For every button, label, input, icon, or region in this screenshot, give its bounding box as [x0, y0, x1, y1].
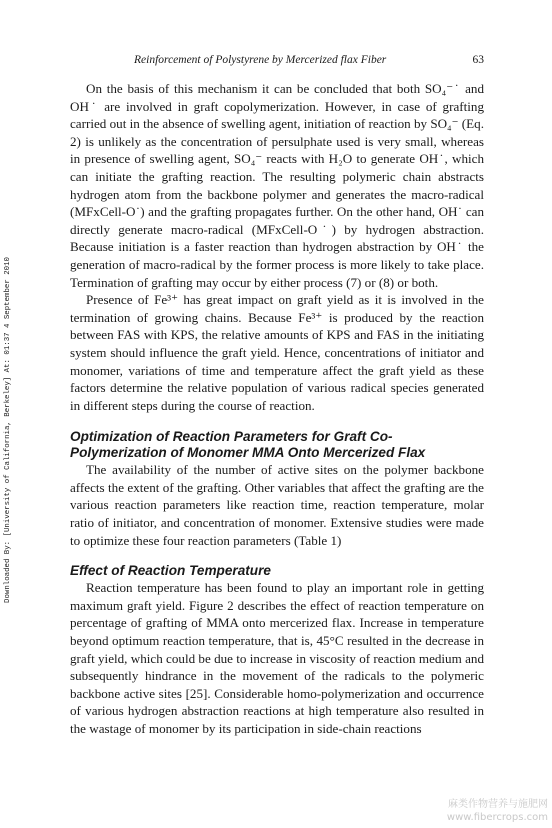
download-notice-text: Downloaded By: [University of California, Berkeley] At: 01:37 4 September 2010	[4, 257, 12, 603]
paragraph-active-sites: The availability of the number of active sites on the polymer backbone affects the extent of the grafting. Other variables that affect the grafting are the various reaction parameters like reaction time, reaction temperature, molar ratio of initiator, and concentration of monomer. Extensive studies were made to optimize these four reaction parameters (Table 1)	[70, 462, 484, 548]
article-body	[70, 80, 484, 738]
download-notice	[0, 0, 16, 828]
watermark-line-1: 麻类作物营养与施肥网	[448, 799, 548, 810]
paragraph-reaction-temperature: Reaction temperature has been found to play an important role in getting maximum graft yield. Figure 2 describes the effect of reaction temperature on percentage of grafting of MMA onto mercerized flax. Increase in temperature beyond optimum reaction temperature, that is, 45°C resulted in the decrease in graft yield, which could be due to increase in viscosity of reaction medium and subsequently hindrance in the movement of the radicals to the polymeric backbone active sites [25]. Considerable homo-polymerization and occurrence of various hydrogen abstraction reactions at high temperature also resulted in the wastage of monomer by its participation in side-chain reactions	[70, 580, 484, 736]
section-heading-optimization: Optimization of Reaction Parameters for Graft Co-Polymerization of Monomer MMA Onto Mercerized Flax	[70, 429, 426, 461]
paragraph-mechanism: On the basis of this mechanism it can be concluded that both SO₄⁻˙ and OH˙ are involved in graft copolymerization. However, in case of grafting carried out in the absence of swelling agent, initiation of reaction by SO₄⁻ (Eq. 2) is unlikely as the concentration of persulphate used is very small, whereas in presence of swelling agent, SO₄⁻ reacts with H₂O to generate OH˙, which can initiate the grafting reaction. The resulting polymeric chain abstracts hydrogen atom from the backbone polymer and generates the macro-radical (MFxCell-O˙) and the grafting propagates further. On the other hand, OH˙ can directly generate macro-radical (MFxCell-O˙) by hydrogen abstraction. Because initiation is a faster reaction than hydrogen abstraction by OH˙ the generation of macro-radical by the former process is more likely to take place. Termination of grafting may occur by either process (7) or (8) or both.	[70, 81, 484, 290]
page-number: 63	[472, 54, 484, 66]
running-title: Reinforcement of Polystyrene by Mercerized flax Fiber	[134, 54, 387, 66]
site-watermark	[447, 798, 548, 824]
paragraph-fe3-presence: Presence of Fe³⁺ has great impact on graft yield as it is involved in the termination of growing chains. Because Fe³⁺ is produced by the reaction between FAS with KPS, the relative amounts of KPS and FAS in the initiating system should influence the graft yield. Hence, concentrations of initiator and monomer, variations of time and temperature affect the graft yield as these factors determine the relative population of various radical species generated in different steps during the course of reaction.	[70, 292, 484, 413]
running-header	[70, 54, 484, 70]
watermark-line-2: www.fibercrops.com	[446, 812, 548, 823]
section-heading-effect-temperature: Effect of Reaction Temperature	[70, 563, 271, 579]
